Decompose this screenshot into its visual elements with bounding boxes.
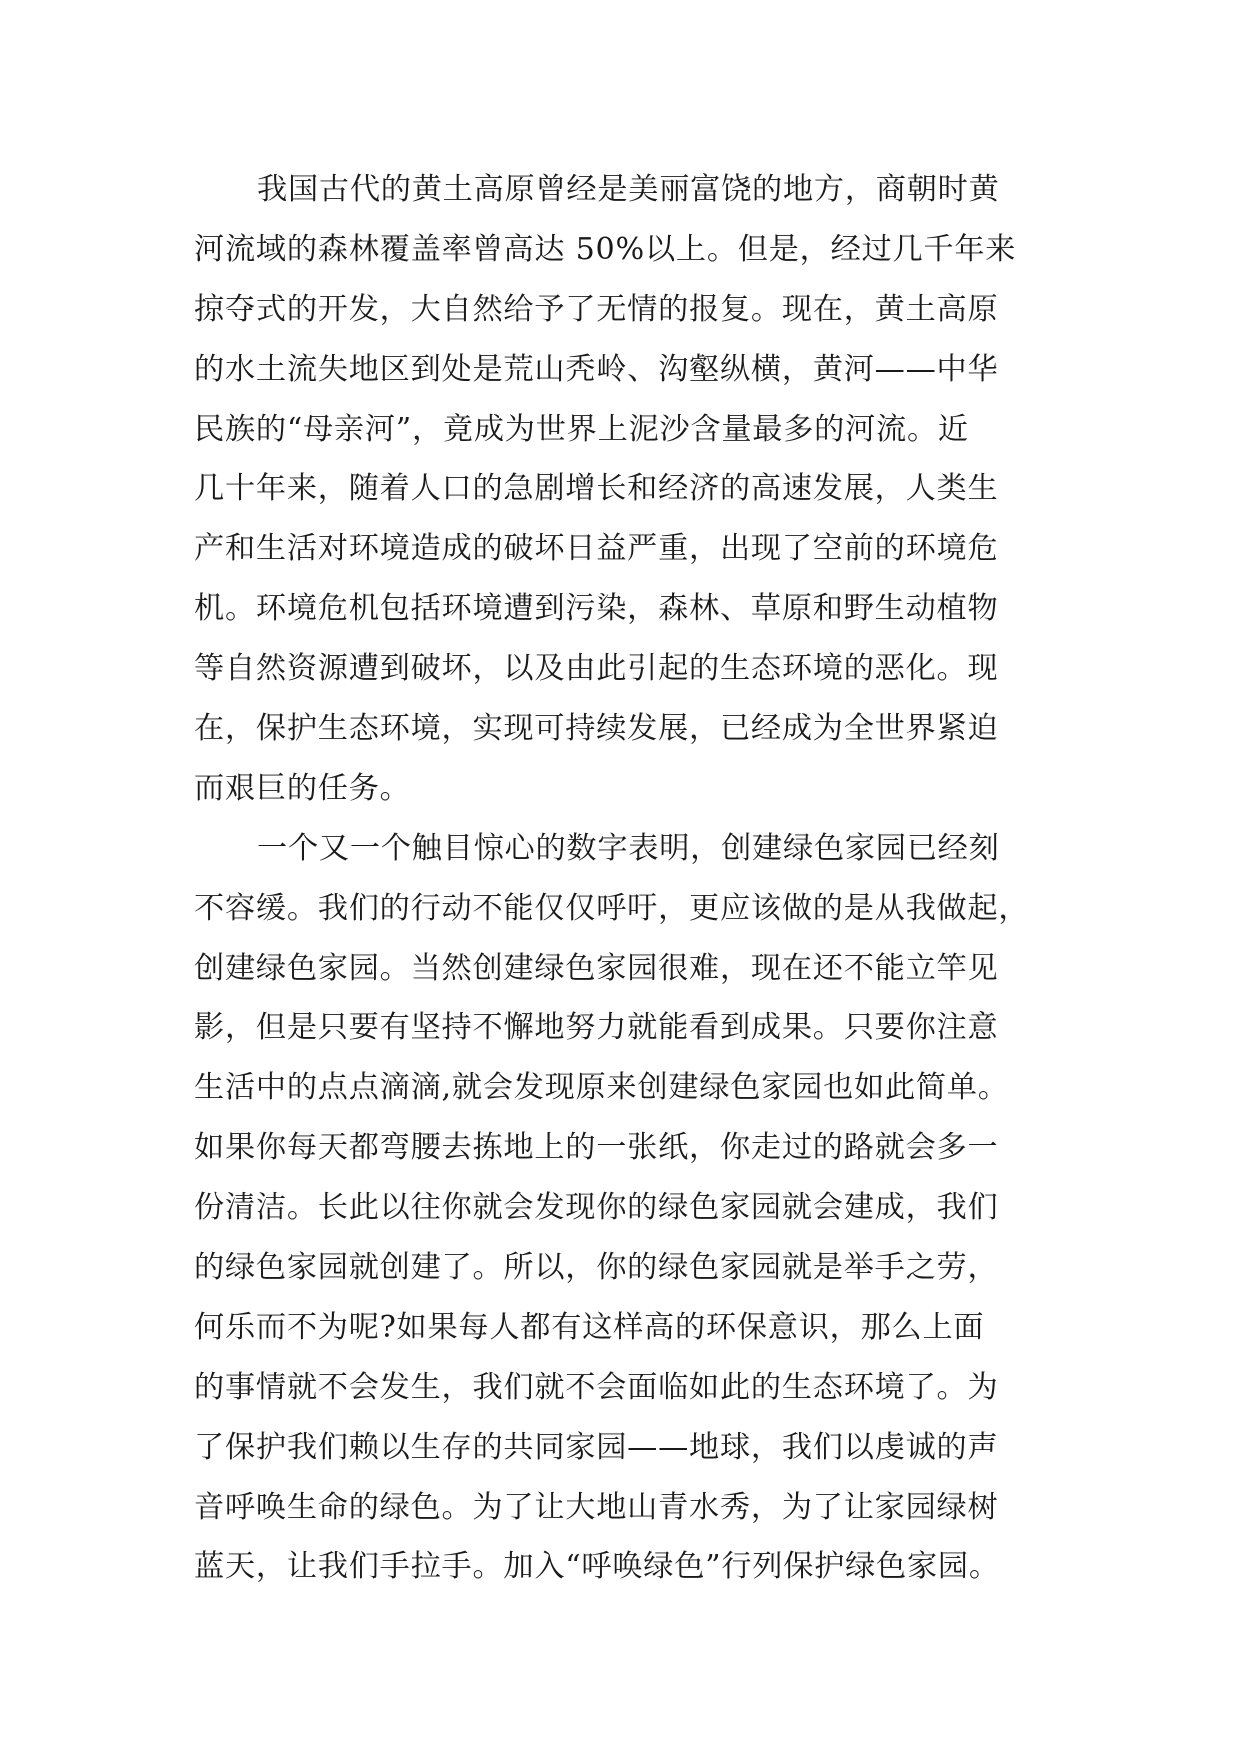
text-line: 份清洁。长此以往你就会发现你的绿色家园就会建成，我们 — [194, 1190, 999, 1226]
text-line: 了保护我们赖以生存的共同家园——地球，我们以虔诚的声 — [194, 1429, 999, 1465]
paragraph-2 — [194, 819, 1054, 1598]
text-line: 机。环境危机包括环境遭到污染，森林、草原和野生动植物 — [194, 591, 999, 627]
text-line: 的水土流失地区到处是荒山秃岭、沟壑纵横，黄河——中华 — [194, 351, 999, 387]
text-line: 产和生活对环境造成的破坏日益严重，出现了空前的环境危 — [194, 531, 999, 567]
text-line: 河流域的森林覆盖率曾高达 50%以上。但是，经过几千年来 — [194, 231, 1017, 267]
text-line: 的绿色家园就创建了。所以，你的绿色家园就是举手之劳， — [194, 1250, 999, 1286]
text-line: 生活中的点点滴滴,就会发现原来创建绿色家园也如此简单。 — [194, 1070, 1009, 1106]
paragraph-1 — [194, 160, 1054, 819]
text-line: 掠夺式的开发，大自然给予了无情的报复。现在，黄土高原 — [194, 291, 999, 327]
text-line: 一个又一个触目惊心的数字表明，创建绿色家园已经刻 — [257, 830, 1000, 866]
text-line: 我国古代的黄土高原曾经是美丽富饶的地方，商朝时黄 — [257, 172, 1000, 207]
text-line: 民族的“母亲河”，竟成为世界上泥沙含量最多的河流。近 — [194, 411, 969, 447]
text-line: 在，保护生态环境，实现可持续发展，已经成为全世界紧迫 — [194, 711, 999, 747]
text-line: 如果你每天都弯腰去拣地上的一张纸，你走过的路就会多一 — [194, 1130, 999, 1166]
text-line: 而艰巨的任务。 — [194, 770, 411, 806]
text-line: 何乐而不为呢?如果每人都有这样高的环保意识，那么上面 — [194, 1309, 985, 1345]
body-text — [194, 160, 1054, 1597]
text-line: 创建绿色家园。当然创建绿色家园很难，现在还不能立竿见 — [194, 950, 999, 986]
text-line: 音呼唤生命的绿色。为了让大地山青水秀，为了让家园绿树 — [194, 1489, 999, 1525]
text-line: 不容缓。我们的行动不能仅仅呼吁，更应该做的是从我做起， — [194, 890, 1030, 926]
text-line: 几十年来，随着人口的急剧增长和经济的高速发展，人类生 — [194, 471, 999, 507]
text-line: 影，但是只要有坚持不懈地努力就能看到成果。只要你注意 — [194, 1010, 999, 1046]
text-line: 等自然资源遭到破坏，以及由此引起的生态环境的恶化。现 — [194, 651, 999, 687]
text-line: 的事情就不会发生，我们就不会面临如此的生态环境了。为 — [194, 1369, 999, 1405]
text-line: 蓝天，让我们手拉手。加入“呼唤绿色”行列保护绿色家园。 — [194, 1549, 1000, 1585]
